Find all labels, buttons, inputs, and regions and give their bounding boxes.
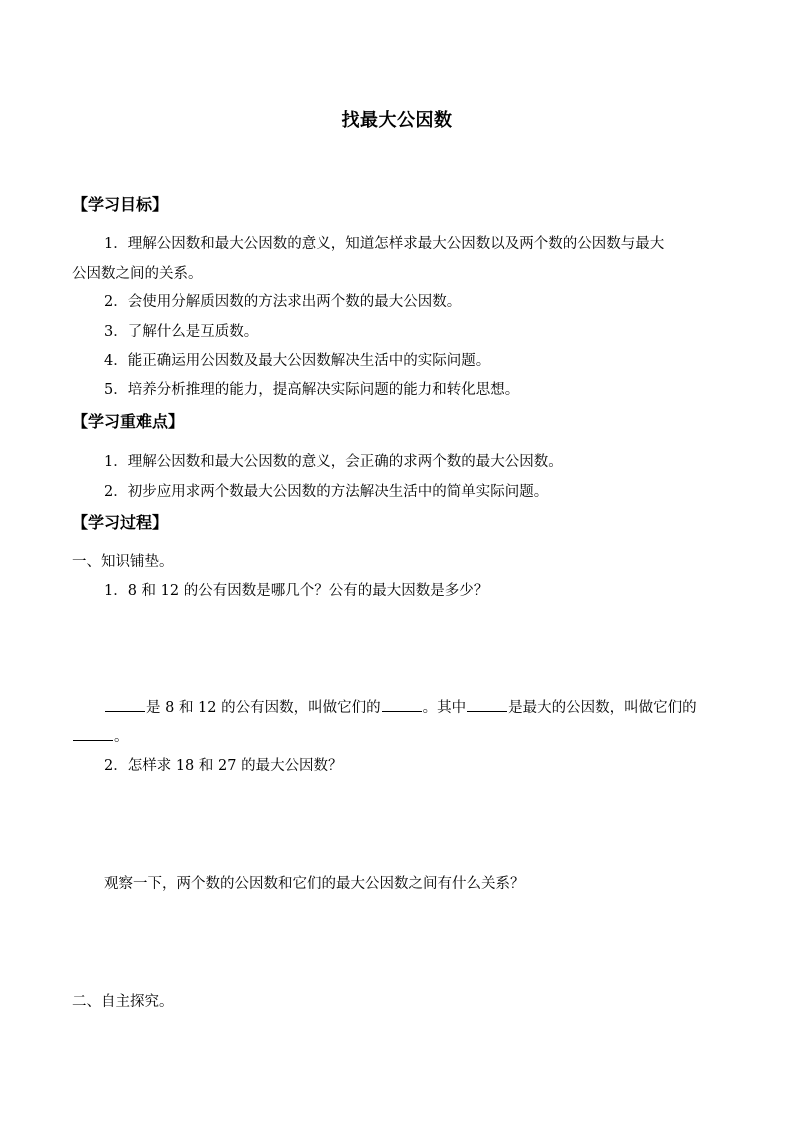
fill-in-sentence: [104, 696, 697, 717]
process-heading: 【学习过程】: [72, 513, 169, 532]
fill-text-b: 。其中: [422, 700, 467, 716]
answer-blank-1[interactable]: [105, 697, 145, 712]
answer-blank-3[interactable]: [467, 697, 507, 712]
objective-item-5: 5．培养分析推理的能力，提高解决实际问题的能力和转化思想。: [104, 382, 520, 398]
question-1: 1．8 和 12 的公有因数是哪几个？公有的最大因数是多少？: [104, 583, 489, 599]
objectives-heading: 【学习目标】: [72, 195, 169, 214]
answer-blank-4[interactable]: [73, 726, 113, 741]
question-2: 2．怎样求 18 和 27 的最大公因数？: [104, 758, 343, 774]
part2-title: 二、自主探究。: [72, 994, 174, 1010]
part1-title: 一、知识铺垫。: [72, 554, 174, 570]
fill-in-sentence-cont: [72, 725, 129, 746]
objective-item-4: 4．能正确运用公因数及最大公因数解决生活中的实际问题。: [104, 353, 491, 369]
answer-blank-2[interactable]: [382, 697, 422, 712]
objective-item-1: 1．理解公因数和最大公因数的意义，知道怎样求最大公因数以及两个数的公因数与最大: [104, 236, 665, 252]
objective-item-2: 2．会使用分解质因数的方法求出两个数的最大公因数。: [104, 294, 462, 310]
page-title: 找最大公因数: [341, 110, 453, 131]
key-points-heading: 【学习重难点】: [72, 412, 185, 431]
fill-text-c: 是最大的公因数，叫做它们的: [508, 700, 697, 716]
key-point-item-1: 1．理解公因数和最大公因数的意义，会正确的求两个数的最大公因数。: [104, 454, 563, 470]
fill-text-d: 。: [114, 729, 129, 745]
fill-text-a: 是 8 和 12 的公有因数，叫做它们的: [146, 700, 381, 716]
key-point-item-2: 2．初步应用求两个数最大公因数的方法解决生活中的简单实际问题。: [104, 484, 549, 500]
observe-question: 观察一下，两个数的公因数和它们的最大公因数之间有什么关系？: [104, 876, 525, 892]
objective-item-3: 3．了解什么是互质数。: [104, 324, 259, 340]
objective-item-1-cont: 公因数之间的关系。: [72, 266, 203, 282]
